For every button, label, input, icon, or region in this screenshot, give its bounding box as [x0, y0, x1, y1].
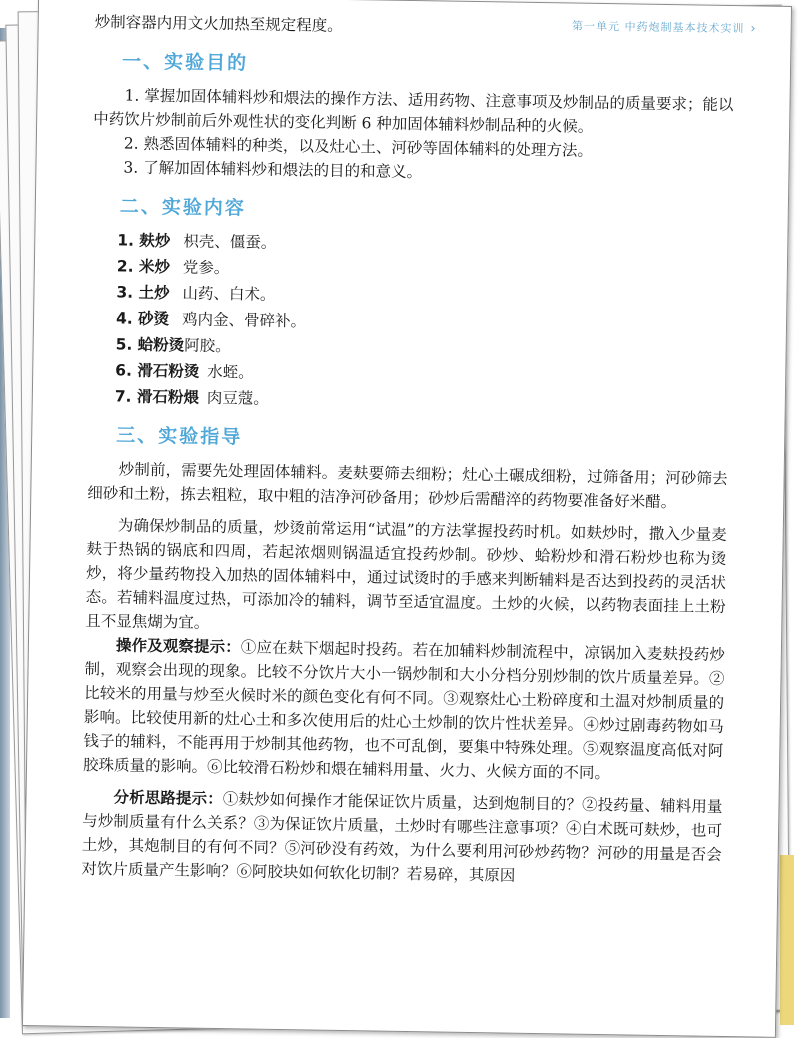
- item-label: 3. 土炒: [116, 283, 170, 303]
- running-head-text: 第一单元 中药炮制基本技术实训: [571, 19, 745, 36]
- objective-3: 3. 了解加固体辅料炒和煨法的目的和意义。: [123, 158, 423, 182]
- section-title-contents: 二、实验内容: [119, 195, 246, 220]
- analysis-tips-text: ①麸炒如何操作才能保证饮片质量，达到炮制目的？②投药量、辅料用量与炒制质量有什么关系？③为保证饮片质量，土炒时有哪些注意事项？④白术既可麸炒，也可土炒，其炮制目的有何不同？⑤河砂没有药效，为什么要利用河砂炒药物？河砂的用量是否会对饮片质量产生影响？⑥阿胶块如何软化切制？若易碎，其原因: [81, 790, 723, 885]
- content-list: [115, 228, 732, 418]
- objective-1: 1. 掌握加固体辅料炒和煨法的操作方法、适用药物、注意事项及炒制品的质量要求；能以中药饮片炒制前后外观性状的变化判断 6 种加固体辅料炒制品种的火候。: [93, 86, 734, 136]
- item-materials: 阿胶。: [184, 336, 231, 356]
- page-content: [81, 10, 735, 891]
- analysis-tips-label: 分析思路提示：: [113, 788, 223, 809]
- item-label: 7. 滑石粉煨: [114, 387, 200, 407]
- chevron-right-icon: ›: [750, 21, 757, 37]
- item-label: 6. 滑石粉烫: [115, 361, 200, 381]
- guide-paragraph-1: 炒制前，需要先处理固体辅料。麦麸要筛去细粉；灶心土碾成细粉，过筛备用；河砂筛去细砂和土粉，拣去粗粒，取中粗的洁净河砂备用；砂炒后需醋淬的药物要准备好米醋。: [87, 460, 728, 512]
- section-title-objectives: 一、实验目的: [121, 50, 249, 75]
- section-title-guide: 三、实验指导: [116, 424, 243, 449]
- operation-tips-label: 操作及观察提示：: [115, 636, 242, 657]
- objective-2: 2. 熟悉固体辅料的种类，以及灶心土、河砂等固体辅料的处理方法。: [123, 134, 594, 160]
- item-label: 4. 砂烫: [115, 309, 170, 329]
- item-materials: 肉豆蔻。: [206, 388, 269, 408]
- item-label: 5. 蛤粉烫: [115, 335, 185, 355]
- item-label: 1. 麸炒: [117, 231, 171, 251]
- item-materials: 枳壳、僵蚕。: [183, 232, 277, 252]
- operation-tips: [83, 633, 725, 787]
- item-materials: 党参。: [182, 258, 230, 278]
- item-materials: 鸡内金、骨碎补。: [181, 310, 307, 331]
- intro-line: 炒制容器内用文火加热至规定程度。: [94, 13, 343, 35]
- item-label: 2. 米炒: [116, 257, 171, 277]
- item-materials: 水蛭。: [207, 362, 254, 382]
- document-page: [22, 0, 792, 1038]
- guide-paragraph-2: 为确保炒制品的质量，炒烫前常运用“试温”的方法掌握投药时机。如麸炒时，撒入少量麦麸于热锅的锅底和四周，若起浓烟则锅温适宜投药炒制。砂炒、蛤粉炒和滑石粉炒也称为烫炒，将少量药物投入加热的固体辅料中，通过试烫时的手感来判断辅料是否达到投药的灵活状态。若辅料温度过热，可添加冷的辅料，调节至适宜温度。土炒的火候，以药物表面挂上土粉且不显焦煳为宜。: [85, 516, 727, 632]
- analysis-tips: [81, 785, 722, 891]
- item-materials: 山药、白术。: [182, 284, 276, 304]
- operation-tips-text: ①应在麸下烟起时投药。若在加辅料炒制流程中，凉锅加入麦麸投药炒制，观察会出现的现象。比较不分饮片大小一锅炒制和大小分档分别炒制的饮片质量差异。②比较米的用量与炒至火候时米的颜色变化有何不同。③观察灶心土粉碎度和土温对炒制质量的影响。比较使用新的灶心土和多次使用后的灶心土炒制的饮片性状差异。④炒过剧毒药物如马钱子的辅料，不能再用于炒制其他药物，也不可乱倒，要集中特殊处理。⑤观察温度高低对阿胶珠质量的影响。⑥比较滑石粉炒和煨在辅料用量、火力、火候方面的不同。: [82, 638, 725, 783]
- bookmark-tab: [780, 855, 794, 1025]
